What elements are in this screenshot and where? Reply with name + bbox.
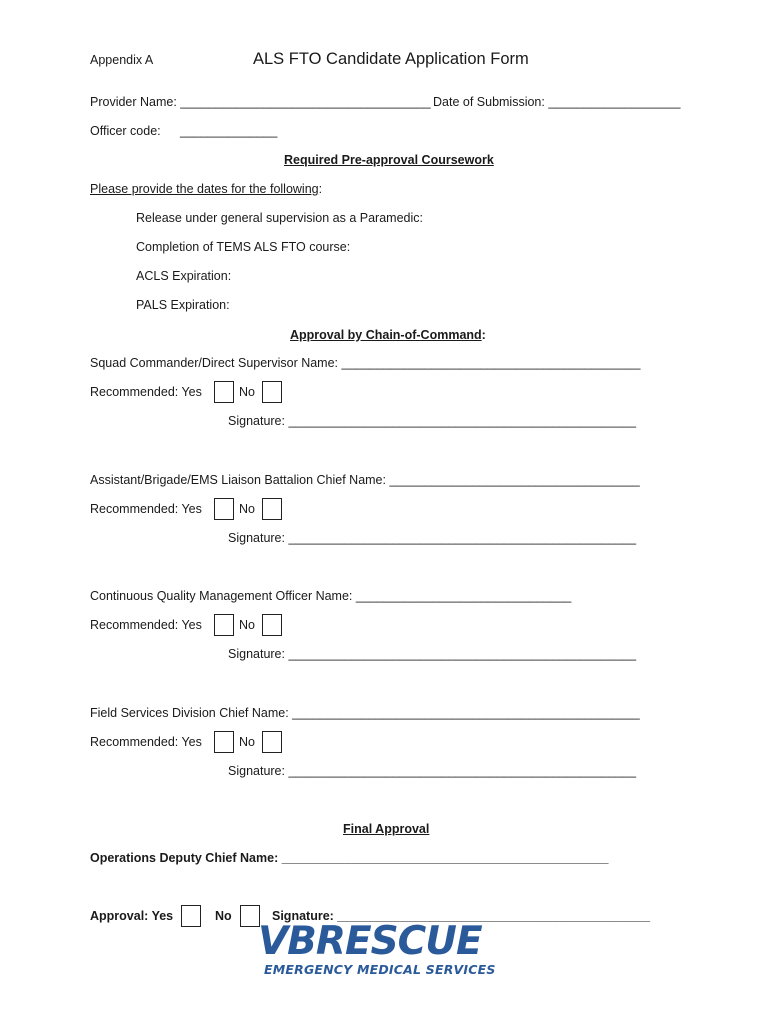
coursework-item-tems[interactable]: Completion of TEMS ALS FTO course: xyxy=(136,240,351,254)
logo-tagline: EMERGENCY MEDICAL SERVICES xyxy=(264,962,496,977)
coursework-intro-text: Please provide the dates for the following xyxy=(90,182,319,196)
coursework-item-acls[interactable]: ACLS Expiration: xyxy=(136,269,232,283)
no-checkbox[interactable] xyxy=(262,614,282,636)
no-label: No xyxy=(239,735,255,749)
final-approval-heading: Final Approval xyxy=(343,822,430,836)
officer-code-label: Officer code: xyxy=(90,124,161,138)
yes-checkbox[interactable] xyxy=(214,498,234,520)
approval-yes-checkbox[interactable] xyxy=(181,905,201,927)
squad-commander-name-field[interactable]: Squad Commander/Direct Supervisor Name: ___________________________________________ xyxy=(90,356,641,370)
appendix-label: Appendix A xyxy=(90,53,154,67)
officer-code-field[interactable]: ______________ xyxy=(180,124,278,138)
final-signature-field[interactable]: Signature: _____________________________________________ xyxy=(272,909,651,923)
vb-rescue-logo xyxy=(258,920,518,982)
signature-field[interactable]: Signature: __________________________________________________ xyxy=(228,764,637,778)
provider-name-field[interactable]: Provider Name: ____________________________________ xyxy=(90,95,431,109)
recommended-label: Recommended: Yes xyxy=(90,385,202,399)
yes-checkbox[interactable] xyxy=(214,614,234,636)
recommended-label: Recommended: Yes xyxy=(90,735,202,749)
signature-field[interactable]: Signature: __________________________________________________ xyxy=(228,647,637,661)
division-chief-name-field[interactable]: Field Services Division Chief Name: __________________________________________________ xyxy=(90,706,640,720)
no-checkbox[interactable] xyxy=(262,381,282,403)
no-label: No xyxy=(239,502,255,516)
approval-no-checkbox[interactable] xyxy=(240,905,260,927)
no-label: No xyxy=(239,618,255,632)
date-of-submission-field[interactable]: Date of Submission: ___________________ xyxy=(433,95,681,109)
deputy-chief-name-field[interactable]: Operations Deputy Chief Name: _______________________________________________ xyxy=(90,851,609,865)
battalion-chief-name-field[interactable]: Assistant/Brigade/EMS Liaison Battalion Chief Name: ____________________________________ xyxy=(90,473,640,487)
logo-wordmark: VBRESCUE xyxy=(258,919,482,964)
approval-no-label: No xyxy=(215,909,232,923)
recommended-label: Recommended: Yes xyxy=(90,618,202,632)
yes-checkbox[interactable] xyxy=(214,381,234,403)
quality-officer-name-field[interactable]: Continuous Quality Management Officer Name: _______________________________ xyxy=(90,589,572,603)
coursework-item-release[interactable]: Release under general supervision as a Paramedic: xyxy=(136,211,423,225)
coursework-intro xyxy=(90,181,322,197)
coursework-heading: Required Pre-approval Coursework xyxy=(284,153,494,167)
chain-heading-colon: : xyxy=(481,328,486,342)
coursework-item-pals[interactable]: PALS Expiration: xyxy=(136,298,230,312)
signature-field[interactable]: Signature: __________________________________________________ xyxy=(228,414,637,428)
chain-heading-text: Approval by Chain-of-Command xyxy=(290,328,482,342)
chain-heading xyxy=(290,327,486,343)
recommended-label: Recommended: Yes xyxy=(90,502,202,516)
coursework-intro-colon: : xyxy=(318,182,323,196)
no-checkbox[interactable] xyxy=(262,498,282,520)
page-title: ALS FTO Candidate Application Form xyxy=(253,50,529,68)
signature-field[interactable]: Signature: __________________________________________________ xyxy=(228,531,637,545)
no-checkbox[interactable] xyxy=(262,731,282,753)
yes-checkbox[interactable] xyxy=(214,731,234,753)
no-label: No xyxy=(239,385,255,399)
approval-label: Approval: Yes xyxy=(90,909,174,923)
